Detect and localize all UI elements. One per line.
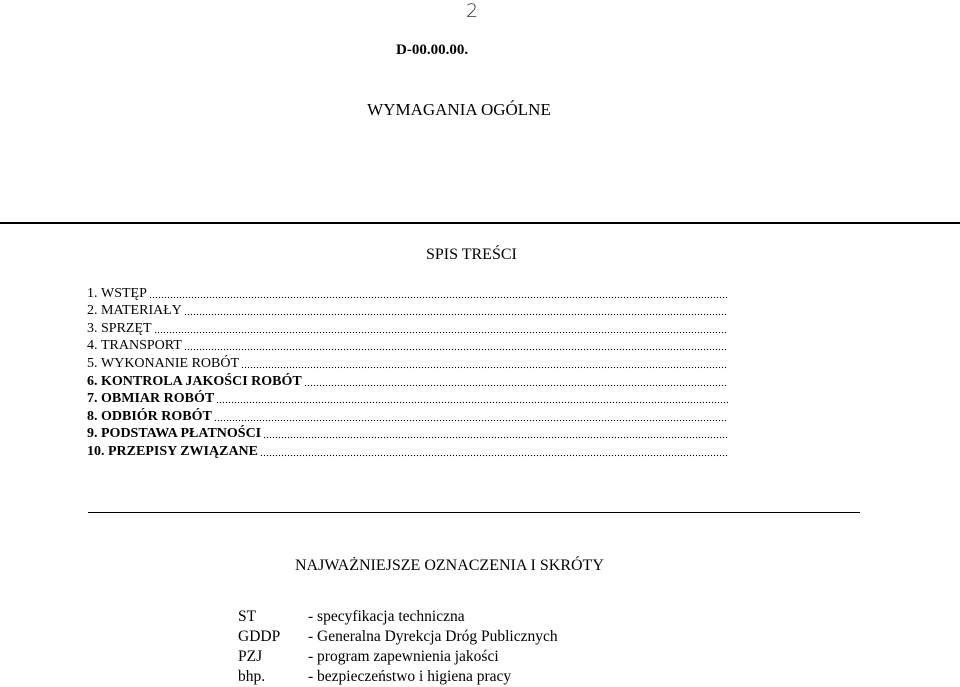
abbreviation-description: - Generalna Dyrekcja Dróg Publicznych bbox=[308, 628, 558, 645]
toc-leader-dots bbox=[260, 454, 728, 457]
toc-item bbox=[87, 442, 728, 460]
toc-leader-dots bbox=[184, 348, 728, 351]
toc-leader-dots bbox=[304, 384, 728, 387]
toc-item-label: TRANSPORT bbox=[101, 338, 182, 354]
abbreviations-title: NAJWAŻNIEJSZE OZNACZENIA I SKRÓTY bbox=[295, 557, 604, 574]
abbreviation-row bbox=[238, 647, 558, 667]
toc-item-number: 6. bbox=[87, 373, 101, 389]
toc-item-label: WSTĘP bbox=[101, 285, 147, 301]
toc-leader-dots bbox=[241, 366, 728, 369]
toc-item bbox=[87, 319, 728, 337]
toc-item-label: MATERIAŁY bbox=[101, 303, 182, 319]
abbreviation-row bbox=[238, 667, 558, 687]
toc-item-number: 1. bbox=[87, 285, 101, 301]
toc-item-label: ODBIÓR ROBÓT bbox=[101, 408, 212, 424]
toc-leader-dots bbox=[184, 313, 728, 316]
toc-leader-dots bbox=[154, 331, 728, 334]
toc-item-number: 2. bbox=[87, 303, 101, 319]
toc-item bbox=[87, 302, 728, 320]
toc-item-number: 3. bbox=[87, 320, 101, 336]
abbreviation-description: - specyfikacja techniczna bbox=[308, 608, 465, 625]
toc-item bbox=[87, 390, 728, 408]
toc-item-label: KONTROLA JAKOŚCI ROBÓT bbox=[101, 373, 302, 389]
toc-item-label: OBMIAR ROBÓT bbox=[101, 391, 215, 407]
abbreviation-code: PZJ bbox=[238, 648, 263, 665]
toc-item-label: WYKONANIE ROBÓT bbox=[101, 355, 240, 371]
abbreviations-table bbox=[238, 607, 558, 687]
toc-item-number: 10. bbox=[87, 443, 108, 459]
toc-item-number: 9. bbox=[87, 426, 101, 442]
abbreviation-row bbox=[238, 607, 558, 627]
toc-item-label: SPRZĘT bbox=[101, 320, 152, 336]
table-of-contents bbox=[87, 284, 728, 460]
abbreviation-code: GDDP bbox=[238, 628, 281, 645]
abbreviation-code: bhp. bbox=[238, 668, 266, 685]
toc-item-number: 7. bbox=[87, 391, 101, 407]
toc-item bbox=[87, 407, 728, 425]
page-number: 2 bbox=[466, 0, 479, 22]
top-divider bbox=[0, 222, 960, 224]
toc-item-label: PRZEPISY ZWIĄZANE bbox=[108, 443, 259, 459]
abbreviation-description: - program zapewnienia jakości bbox=[308, 648, 499, 665]
toc-title: SPIS TREŚCI bbox=[426, 246, 517, 263]
abbreviation-description: - bezpieczeństwo i higiena pracy bbox=[308, 668, 512, 685]
toc-item bbox=[87, 372, 728, 390]
toc-item-label: PODSTAWA PŁATNOŚCI bbox=[101, 426, 262, 442]
document-title: WYMAGANIA OGÓLNE bbox=[367, 100, 551, 119]
toc-item bbox=[87, 284, 728, 302]
toc-item bbox=[87, 337, 728, 355]
toc-item bbox=[87, 425, 728, 443]
document-code: D-00.00.00. bbox=[396, 42, 469, 58]
abbreviation-code: ST bbox=[238, 608, 257, 625]
toc-leader-dots bbox=[214, 419, 728, 422]
toc-leader-dots bbox=[149, 296, 728, 299]
toc-item bbox=[87, 354, 728, 372]
abbreviation-row bbox=[238, 627, 558, 647]
toc-item-number: 4. bbox=[87, 338, 101, 354]
toc-leader-dots bbox=[263, 436, 728, 439]
toc-item-number: 5. bbox=[87, 355, 101, 371]
toc-item-number: 8. bbox=[87, 408, 101, 424]
middle-divider bbox=[88, 512, 860, 513]
toc-leader-dots bbox=[216, 401, 728, 404]
